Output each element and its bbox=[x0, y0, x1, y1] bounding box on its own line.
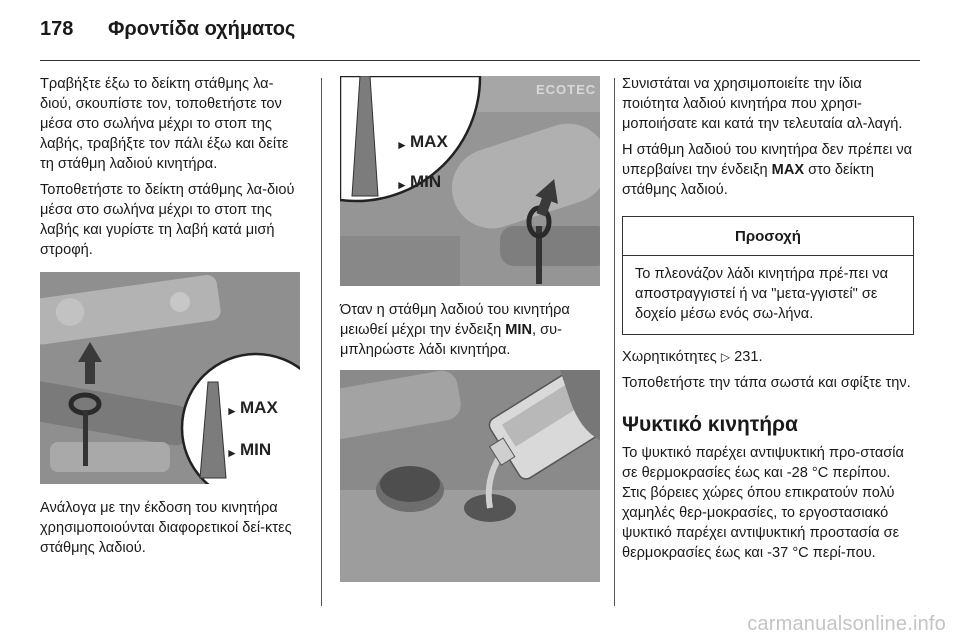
oil-quality-note: Συνιστάται να χρησιμοποιείτε την ίδια ποιότητα λαδιού κινητήρα που χρησι-μοποιήσατε και κατά την τελευταία αλ-λαγή. bbox=[622, 76, 903, 132]
dipstick-instructions-1: Τραβήξτε έξω το δείκτη στάθμης λα-διού, σκουπίστε τον, τοποθετήστε τον μέσα στο σωλήνα μέχρι το στοπ της λαβής, τραβήξτε τον πάλι έξω και δείτε τη στάθμη λαδιού κινητήρα. bbox=[40, 76, 289, 172]
max-limit-note bbox=[622, 140, 914, 200]
min-marker-arrow-icon: ► bbox=[226, 446, 238, 460]
max-marker-arrow-icon: ► bbox=[226, 404, 238, 418]
column-divider-2 bbox=[614, 78, 615, 606]
figure-oil-fill bbox=[340, 370, 600, 582]
min-label: MIN bbox=[410, 172, 442, 191]
page-title: Φροντίδα οχήματος bbox=[108, 17, 296, 40]
max-label: MAX bbox=[240, 398, 278, 417]
column-divider-1 bbox=[321, 78, 322, 606]
brand-text: ECOTEC bbox=[536, 82, 597, 97]
dipstick-variants-note: Ανάλογα με την έκδοση του κινητήρα χρησιμοποιούνται διαφορετικοί δεί-κτες στάθμης λαδιού. bbox=[40, 500, 292, 556]
capacity-reference: Χωρητικότητες ▷ 231. bbox=[622, 349, 763, 365]
min-marker-arrow-icon: ► bbox=[396, 178, 408, 192]
topup-text-start: Όταν η στάθμη λαδιού του κινητήρα μειωθεί μέχρι την ένδειξη bbox=[340, 302, 570, 338]
caution-title: Προσοχή bbox=[623, 217, 913, 256]
max-keyword: MAX bbox=[771, 162, 805, 178]
ecotec-engine-illustration bbox=[340, 76, 600, 286]
max-label: MAX bbox=[410, 132, 448, 151]
coolant-description: Το ψυκτικό παρέχει αντιψυκτική προ-στασία σε θερμοκρασίες έως και -28 °C περίπου. Στις βόρειες χώρες όπου επικρατούν πολύ χαμηλές θερ-μοκρασίες, το εργοστασιακό ψυκτικό παρέχει αντιψυκτική προστασία σε θερμοκρασίες έως και -37 °C περί-που. bbox=[622, 445, 904, 561]
min-label: MIN bbox=[240, 440, 272, 459]
page-header bbox=[40, 14, 295, 44]
caution-box bbox=[622, 216, 914, 335]
topup-instructions bbox=[340, 300, 600, 360]
oil-fill-illustration bbox=[340, 370, 600, 582]
page-number: 178 bbox=[40, 17, 74, 40]
page-reference-arrow-icon: ▷ bbox=[720, 350, 731, 364]
max-marker-arrow-icon: ► bbox=[396, 138, 408, 152]
column-1 bbox=[40, 74, 300, 564]
header-rule bbox=[40, 60, 920, 61]
caution-text: Το πλεονάζον λάδι κινητήρα πρέ-πει να αποστραγγιστεί ή να "μετα-γγιστεί" σε δοχείο μέσω ενός σω-λήνα. bbox=[635, 266, 889, 322]
topup-text-end: , συ-μπληρώστε λάδι κινητήρα. bbox=[340, 322, 562, 358]
max-limit-text-end: στο δείκτη στάθμης λαδιού. bbox=[622, 162, 874, 198]
capacity-label: Χωρητικότητες bbox=[622, 349, 717, 365]
max-limit-text-start: Η στάθμη λαδιού του κινητήρα δεν πρέπει να υπερβαίνει την ένδειξη bbox=[622, 142, 913, 178]
capacity-page-number[interactable]: 231 bbox=[734, 349, 759, 365]
figure-dipstick-variant bbox=[40, 272, 300, 484]
column-3 bbox=[622, 74, 914, 569]
section-title-coolant: Ψυκτικό κινητήρα bbox=[622, 413, 798, 436]
figure-dipstick-ecotec bbox=[340, 76, 600, 286]
cap-instruction: Τοποθετήστε την τάπα σωστά και σφίξτε την. bbox=[622, 375, 911, 391]
dipstick-instructions-2: Τοποθετήστε το δείκτη στάθμης λα-διού μέσα στο σωλήνα μέχρι το στοπ της λαβής και γυρίστε τη λαβή κατά μισή στροφή. bbox=[40, 182, 295, 258]
column-2 bbox=[340, 74, 600, 582]
min-keyword: MIN bbox=[505, 322, 533, 338]
watermark: carmanualsonline.info bbox=[747, 613, 946, 635]
